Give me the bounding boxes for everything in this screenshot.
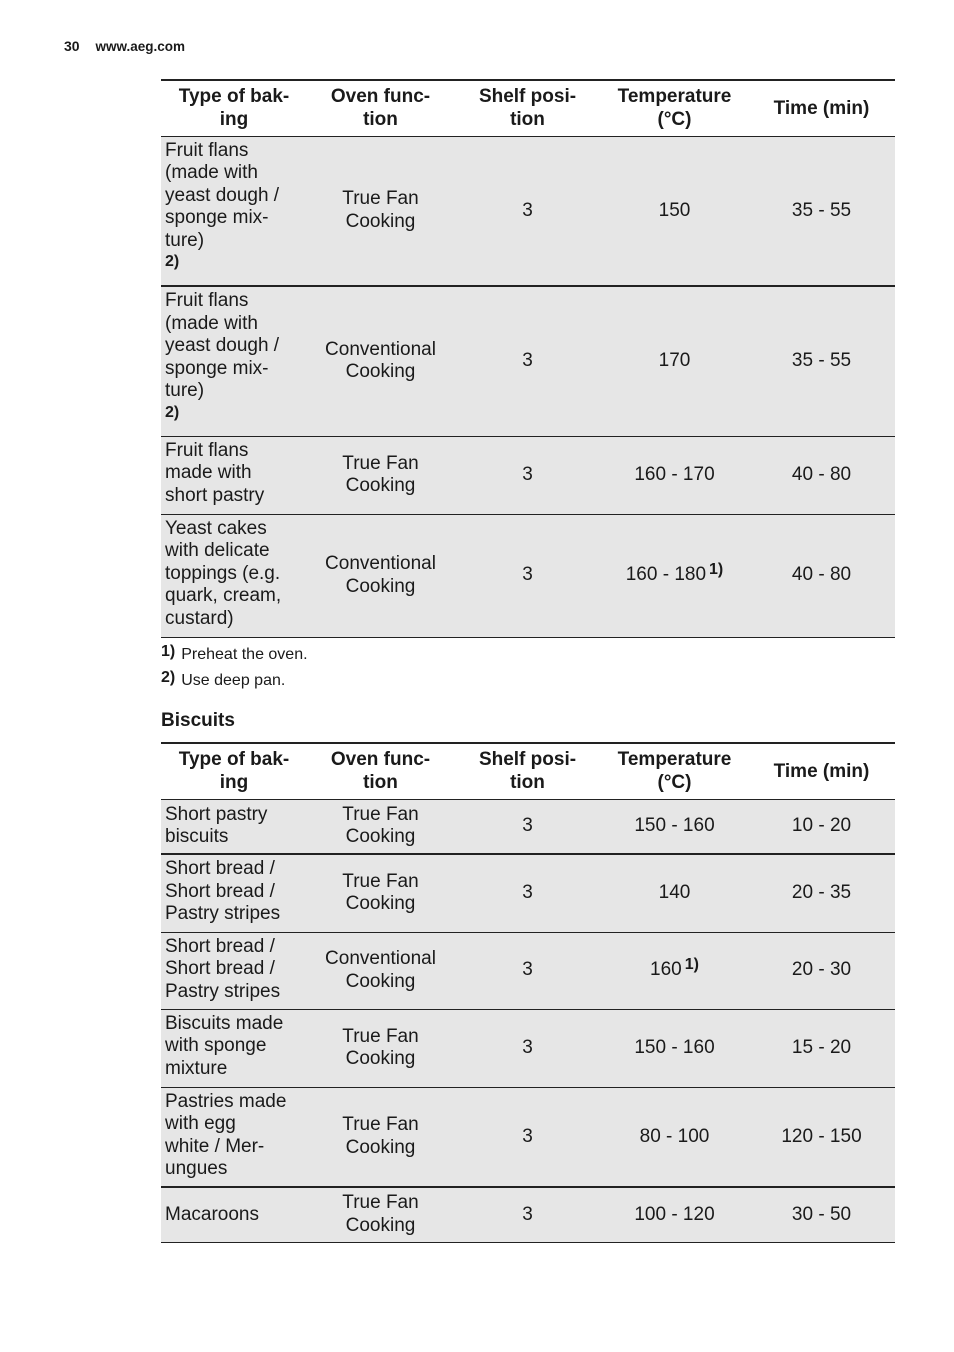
cell-type [161, 932, 307, 1009]
cell-type [161, 286, 307, 436]
cell-temperature-text: 150 [658, 199, 691, 221]
cell-time [748, 932, 895, 1009]
cell-time [748, 436, 895, 514]
footnote-ref: 2) [165, 403, 180, 421]
site-url: www.aeg.com [95, 39, 185, 54]
header-temperature: Temperature (°C) [601, 80, 748, 136]
header-temperature: Temperature (°C) [601, 743, 748, 799]
table-row [161, 436, 895, 514]
cell-function-text: True Fan Cooking [342, 803, 419, 848]
header-function: Oven func- tion [307, 743, 454, 799]
cell-time [748, 136, 895, 286]
cell-temperature-text: 140 [658, 882, 691, 903]
cell-function [307, 1087, 454, 1187]
header-time: Time (min) [748, 80, 895, 136]
table-row [161, 136, 895, 286]
cell-time [748, 1087, 895, 1187]
cell-type-text: Macaroons [165, 1203, 259, 1225]
cell-temperature [601, 136, 748, 286]
cell-time-text: 35 - 55 [791, 199, 852, 221]
cell-function [307, 136, 454, 286]
table-row [161, 1087, 895, 1187]
cell-shelf-text: 3 [522, 564, 533, 586]
cell-shelf [454, 436, 601, 514]
cell-temperature [601, 436, 748, 514]
header-shelf: Shelf posi- tion [454, 743, 601, 799]
footnote-text: Use deep pan. [181, 672, 286, 689]
footnote-1 [161, 642, 308, 668]
cell-shelf-text: 3 [522, 350, 533, 371]
cell-time-text: 40 - 80 [791, 463, 852, 485]
cell-temperature-text: 160 [650, 958, 682, 980]
cell-type-text: Biscuits made with sponge mixture [165, 1012, 284, 1079]
table-row [161, 286, 895, 436]
cell-function [307, 854, 454, 932]
cell-function [307, 1187, 454, 1242]
cell-shelf-text: 3 [522, 882, 533, 903]
footnote-ref: 1) [709, 560, 724, 578]
cell-function-text: Conventional Cooking [325, 948, 436, 992]
table-row [161, 854, 895, 932]
cell-function-text: True Fan Cooking [342, 1025, 419, 1069]
cell-time [748, 799, 895, 854]
cell-temperature [601, 799, 748, 854]
cell-shelf-text: 3 [522, 815, 533, 836]
cell-time [748, 1187, 895, 1242]
cell-time [748, 1009, 895, 1087]
section-title: Biscuits [161, 710, 235, 731]
header-type: Type of bak- ing [161, 743, 307, 799]
cell-temperature [601, 286, 748, 436]
cell-shelf [454, 932, 601, 1009]
table-header-row [161, 80, 895, 136]
cell-type [161, 436, 307, 514]
cell-time [748, 286, 895, 436]
footnote-mark: 2) [161, 669, 176, 686]
cell-type [161, 136, 307, 286]
footnote-ref: 2) [165, 253, 180, 270]
cell-time-text: 30 - 50 [791, 1203, 852, 1225]
cell-time-text: 10 - 20 [791, 815, 852, 836]
cell-temperature [601, 1087, 748, 1187]
cell-temperature-text: 160 - 180 [625, 563, 707, 585]
cell-type [161, 799, 307, 854]
cell-temperature-text: 100 - 120 [634, 1203, 715, 1225]
table-header-row [161, 743, 895, 799]
cell-function-text: True Fan Cooking [342, 1192, 419, 1236]
header-type: Type of bak- ing [161, 80, 307, 136]
cell-function [307, 286, 454, 436]
cell-function-text: True Fan Cooking [342, 1114, 419, 1158]
cell-shelf [454, 854, 601, 932]
cell-type [161, 1187, 307, 1242]
cell-time [748, 854, 895, 932]
cell-shelf [454, 1009, 601, 1087]
cell-shelf-text: 3 [522, 1203, 533, 1225]
footnote-text: Preheat the oven. [181, 646, 308, 663]
footnote-mark: 1) [161, 643, 176, 660]
baking-table-biscuits [161, 742, 895, 1243]
cell-type [161, 1009, 307, 1087]
cell-shelf-text: 3 [522, 1125, 533, 1147]
cell-temperature-text: 150 - 160 [634, 815, 715, 836]
cell-function [307, 932, 454, 1009]
cell-temperature [601, 932, 748, 1009]
cell-time-text: 15 - 20 [791, 1036, 852, 1058]
table-row [161, 1187, 895, 1242]
baking-table-cakes [161, 79, 895, 638]
cell-time [748, 514, 895, 637]
cell-temperature-text: 150 - 160 [634, 1036, 715, 1058]
cell-function-text: Conventional Cooking [325, 553, 436, 597]
cell-function-text: True Fan Cooking [342, 452, 419, 496]
cell-type [161, 1087, 307, 1187]
cell-time-text: 35 - 55 [791, 350, 852, 371]
table-row [161, 514, 895, 637]
cell-type-text: Yeast cakes with delicate toppings (e.g. quark, cream, custard) [165, 517, 282, 629]
header-function: Oven func- tion [307, 80, 454, 136]
cell-shelf [454, 1187, 601, 1242]
cell-temperature-text: 160 - 170 [634, 463, 715, 485]
cell-time-text: 20 - 35 [791, 882, 852, 903]
cell-type [161, 854, 307, 932]
cell-function [307, 1009, 454, 1087]
cell-type-text: Short bread / Short bread / Pastry stripes [165, 935, 281, 1002]
cell-temperature [601, 1009, 748, 1087]
cell-type-text: Fruit flans (made with yeast dough / sponge mix- ture) [165, 290, 280, 401]
cell-shelf [454, 514, 601, 637]
cell-temperature-text: 170 [658, 350, 691, 371]
cell-function [307, 799, 454, 854]
page-number: 30 [64, 38, 80, 54]
header-time: Time (min) [748, 743, 895, 799]
cell-type-text: Pastries made with egg white / Mer- ungues [165, 1090, 287, 1179]
cell-temperature [601, 1187, 748, 1242]
cell-type-text: Fruit flans (made with yeast dough / sponge mix- ture) [165, 139, 280, 251]
cell-type-text: Fruit flans made with short pastry [165, 439, 265, 506]
cell-temperature [601, 854, 748, 932]
footnotes [161, 642, 308, 694]
page-header [64, 38, 185, 54]
footnote-2 [161, 668, 308, 694]
cell-shelf [454, 136, 601, 286]
cell-shelf-text: 3 [522, 959, 533, 981]
table-row [161, 932, 895, 1009]
cell-type-text: Short pastry biscuits [165, 803, 268, 848]
cell-shelf-text: 3 [522, 199, 533, 221]
cell-type-text: Short bread / Short bread / Pastry stripes [165, 858, 281, 924]
table-row [161, 1009, 895, 1087]
cell-function-text: True Fan Cooking [342, 188, 419, 232]
cell-temperature [601, 514, 748, 637]
cell-shelf [454, 1087, 601, 1187]
cell-time-text: 40 - 80 [791, 564, 852, 586]
cell-function [307, 436, 454, 514]
cell-time-text: 20 - 30 [791, 959, 852, 981]
table-row [161, 799, 895, 854]
cell-function [307, 514, 454, 637]
cell-shelf [454, 286, 601, 436]
header-shelf: Shelf posi- tion [454, 80, 601, 136]
cell-time-text: 120 - 150 [781, 1125, 862, 1147]
cell-function-text: True Fan Cooking [342, 870, 419, 915]
cell-function-text: Conventional Cooking [325, 338, 436, 383]
cell-temperature-text: 80 - 100 [639, 1125, 710, 1147]
cell-type [161, 514, 307, 637]
cell-shelf-text: 3 [522, 1036, 533, 1058]
footnote-ref: 1) [684, 955, 699, 973]
cell-shelf [454, 799, 601, 854]
cell-shelf-text: 3 [522, 463, 533, 485]
